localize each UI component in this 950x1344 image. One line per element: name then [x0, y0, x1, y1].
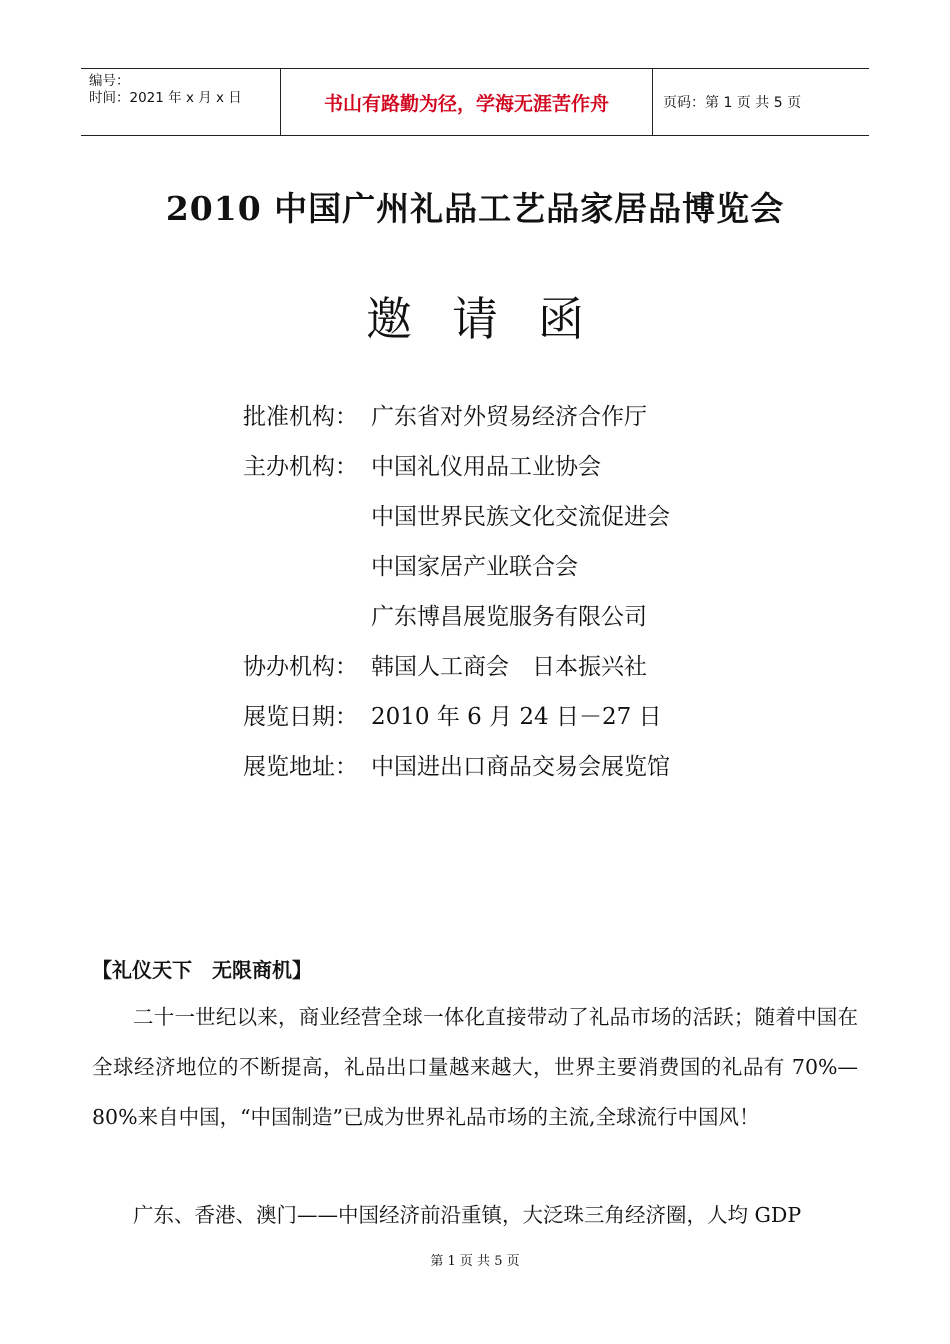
- info-row: [243, 547, 670, 597]
- info-label: 协办机构：: [243, 654, 358, 680]
- info-label: 展览日期：: [243, 704, 358, 730]
- document-number: 编号：: [89, 73, 130, 89]
- info-label: [243, 597, 371, 647]
- info-label: 主办机构：: [243, 454, 358, 480]
- info-value: 广东博昌展览服务有限公司: [371, 604, 647, 630]
- info-value: 韩国人工商会 日本振兴社: [371, 654, 647, 680]
- info-row: [243, 697, 670, 747]
- info-row: [243, 747, 670, 797]
- info-value: 中国家居产业联合会: [371, 554, 578, 580]
- info-row: [243, 447, 670, 497]
- info-row: [243, 647, 670, 697]
- exhibition-info: [243, 397, 670, 797]
- document-header: [81, 68, 869, 136]
- info-row: [243, 397, 670, 447]
- info-value: 中国世界民族文化交流促进会: [371, 504, 670, 530]
- info-value: 中国进出口商品交易会展览馆: [371, 754, 670, 780]
- document-title: 2010 中国广州礼品工艺品家居品博览会: [165, 189, 785, 228]
- info-row: [243, 597, 670, 647]
- header-motto-cell: [280, 69, 653, 135]
- info-label: [243, 497, 371, 547]
- body-paragraph: 广东、香港、澳门——中国经济前沿重镇，大泛珠三角经济圈，人均 GDP: [133, 1203, 802, 1227]
- document-date: 时间：2021 年 x 月 x 日: [89, 90, 242, 106]
- header-meta: [81, 69, 280, 135]
- page-footer: 第 1 页 共 5 页: [430, 1254, 520, 1269]
- header-motto: 书山有路勤为径，学海无涯苦作舟: [323, 92, 609, 115]
- info-value: 中国礼仪用品工业协会: [371, 454, 601, 480]
- body-paragraph: 二十一世纪以来，商业经营全球一体化直接带动了礼品市场的活跃；随着中国在全球经济地位的不断提高，礼品出口量越来越大，世界主要消费国的礼品有 70%—80%来自中国，“中国制造”已成为世界礼品市场的主流,全球流行中国风！: [92, 1005, 858, 1129]
- header-page-info: 页码：第 1 页 共 5 页: [663, 95, 802, 111]
- info-label: 批准机构：: [243, 404, 358, 430]
- info-value: 广东省对外贸易经济合作厅: [371, 404, 647, 430]
- document-subtitle: 邀请函: [366, 292, 624, 346]
- section-heading: 【礼仪天下 无限商机】: [92, 958, 312, 982]
- info-value: 2010 年 6 月 24 日－27 日: [371, 704, 662, 730]
- info-label: [243, 547, 371, 597]
- info-row: [243, 497, 670, 547]
- info-label: 展览地址：: [243, 754, 358, 780]
